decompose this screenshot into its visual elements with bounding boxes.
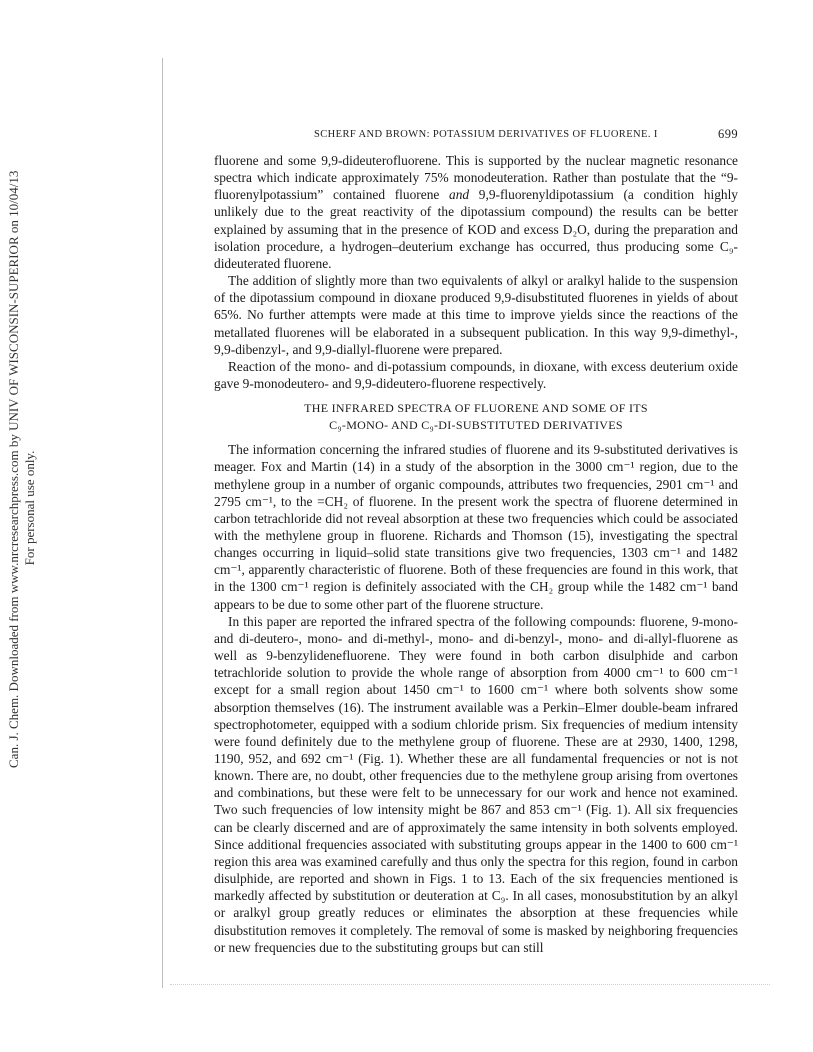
watermark-line-2: For personal use only. [22,450,37,566]
scan-margin-line [162,58,163,988]
section-heading-line-2: C₉-MONO- AND C₉-DI-SUBSTITUTED DERIVATIVES [329,418,623,433]
page-number: 699 [718,127,738,141]
paragraph-3: Reaction of the mono- and di-potassium compounds, in dioxane, with excess deuterium oxide gave 9-monodeutero- and 9,9-dideutero-fluorene respectively. [214,358,738,392]
paragraph-1 [214,152,738,272]
article-body [214,152,738,956]
paragraph-1-part-b: 9,9-fluorenyldipotassium (a condition highly unlikely due to the great reactivity of the dipotassium compound) the results can be better explained by assuming that in the presence of KOD and excess D₂O, during the preparation and isolation procedure, a hydrogen–deuterium exchange has occurred, thus producing some C₉-dideuterated fluorene. [214,187,738,271]
section-heading-line-1: THE INFRARED SPECTRA OF FLUORENE AND SOME OF ITS [304,401,648,416]
paragraph-5: In this paper are reported the infrared spectra of the following compounds: fluorene, 9-mono- and di-deutero-, mono- and di-methyl-, mono- and di-benzyl-, mono- and di-allyl-fluorene as well as 9-benzylidenefluorene. They were found in both carbon disulphide and carbon tetrachloride solution to provide the whole range of absorption from 4000 cm⁻¹ to 600 cm⁻¹ except for a small region about 1450 cm⁻¹ to 1600 cm⁻¹ where both solvents show some absorption themselves (16). The instrument available was a Perkin–Elmer double-beam infrared spectrophotometer, equipped with a sodium chloride prism. Six frequencies of medium intensity were found definitely due to the methylene group of fluorene. These are at 2930, 1400, 1298, 1190, 952, and 692 cm⁻¹ (Fig. 1). Whether these are all fundamental frequencies or not is not known. There are, no doubt, other frequencies due to the methylene group arising from overtones and combinations, but these were felt to be unnecessary for our work and hence not examined. Two such frequencies of low intensity might be 867 and 853 cm⁻¹ (Fig. 1). All six frequencies can be clearly discerned and are of approximately the same intensity in both solvents employed. Since additional frequencies associated with substituting groups appear in the 1400 to 600 cm⁻¹ region this area was examined carefully and thus only the spectra for this region, found in carbon disulphide, are reported and shown in Figs. 1 to 13. Each of the six frequencies mentioned is markedly affected by substitution or deuteration at C₉. In all cases, monosubstitution by an alkyl or aralkyl group greatly reduces or eliminates the absorption at these frequencies while disubstitution removes it completely. The removal of some is masked by neighboring frequencies or new frequencies due to the substituting groups but can still [214,613,738,955]
section-heading [214,400,738,434]
download-watermark [2,170,42,768]
paragraph-1-part-a: fluorene and some 9,9-dideuterofluorene. This is supported by the nuclear magnetic resonance spectra which indicate approximately 75% monodeuteration. Rather than postulate that the “9-fluorenylpotassium” contained fluorene [214,153,738,203]
watermark-line-1: Can. J. Chem. Downloaded from www.nrcresearchpress.com by UNIV OF WISCONSIN-SUPERIOR on 10/04/13 [6,170,21,768]
paragraph-1-emphasis: and [449,187,470,203]
paragraph-2: The addition of slightly more than two equivalents of alkyl or aralkyl halide to the suspension of the dipotassium compound in dioxane produced 9,9-disubstituted fluorenes in yields of about 65%. No further attempts were made at this time to improve yields since the reactions of the metallated fluorenes will be elaborated in a subsequent publication. In this way 9,9-dimethyl-, 9,9-dibenzyl-, and 9,9-diallyl-fluorene were prepared. [214,273,738,357]
scan-footer-artifact [170,984,770,989]
paragraph-4: The information concerning the infrared studies of fluorene and its 9-substituted derivatives is meager. Fox and Martin (14) in a study of the absorption in the 3000 cm⁻¹ region, due to the methylene group in a number of organic compounds, attributes two frequencies, 2901 cm⁻¹ and 2795 cm⁻¹, to the =CH₂ of fluorene. In the present work the spectra of fluorene determined in carbon tetrachloride did not reveal absorption at these two frequencies which could be associated with the methylene group in fluorene. Richards and Thomson (15), investigating the spectral changes occurring in liquid–solid state transitions give two frequencies, 1303 cm⁻¹ and 1482 cm⁻¹, apparently characteristic of fluorene. Both of these frequencies are found in this work, that in the 1300 cm⁻¹ region is definitely associated with the CH₂ group while the 1482 cm⁻¹ band appears to be due to some other part of the fluorene structure. [214,442,738,612]
page-header [214,127,738,145]
running-head: SCHERF AND BROWN: POTASSIUM DERIVATIVES OF FLUORENE. I [314,129,658,140]
